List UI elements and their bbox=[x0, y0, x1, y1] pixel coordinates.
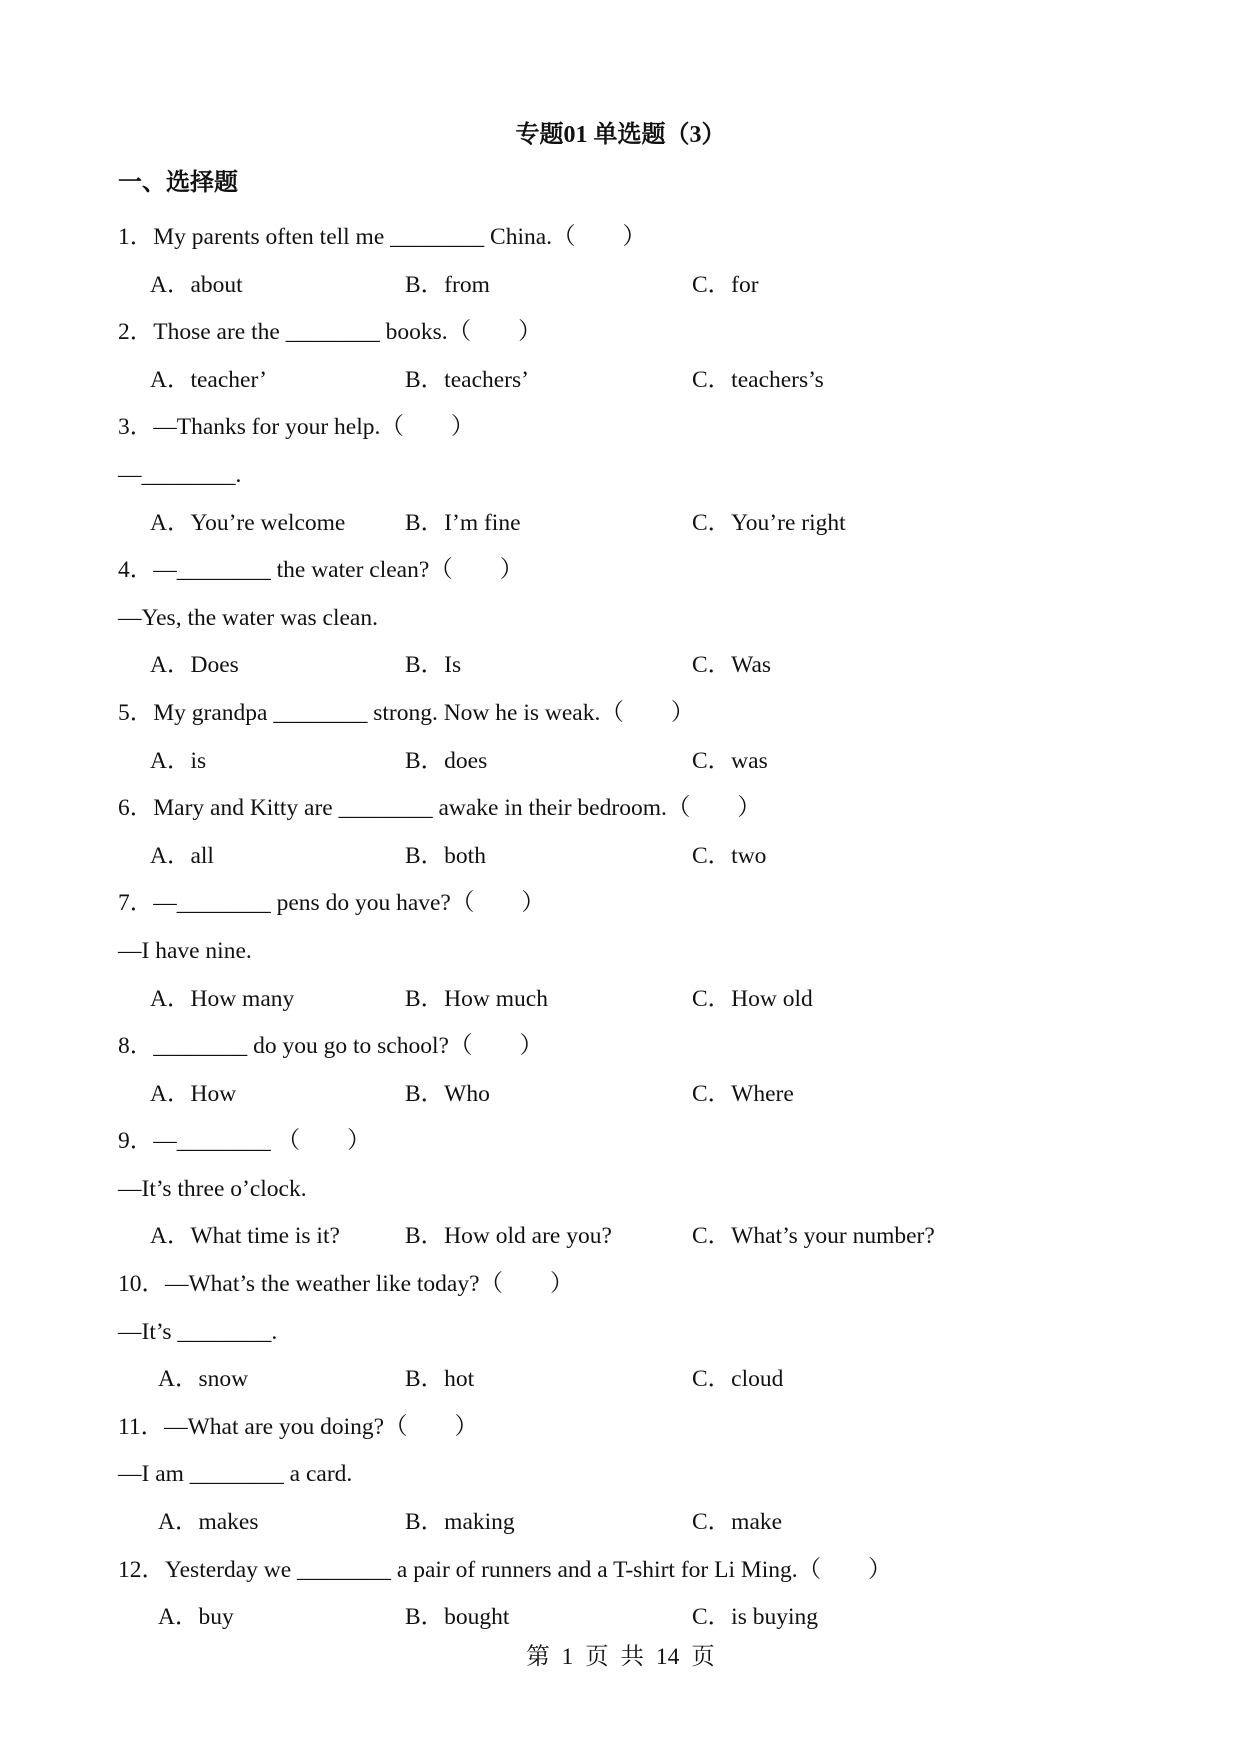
option-a: A．How many bbox=[150, 985, 295, 1012]
question-item bbox=[118, 1023, 1158, 1118]
option-a: A．Does bbox=[150, 652, 239, 679]
option-c: C．teachers’s bbox=[692, 366, 824, 393]
question-reply: —I have nine. bbox=[118, 937, 252, 964]
option-b: B．I’m fine bbox=[405, 509, 521, 536]
option-c: C．make bbox=[692, 1509, 783, 1536]
question-stem: 1．My parents often tell me ________ China.（ ） bbox=[118, 224, 647, 250]
option-a: A．buy bbox=[158, 1604, 234, 1631]
option-c: C．How old bbox=[692, 985, 813, 1012]
question-reply: —________. bbox=[118, 461, 242, 488]
question-reply: —It’s ________. bbox=[118, 1318, 278, 1345]
question-item bbox=[118, 1404, 1158, 1547]
question-item bbox=[118, 690, 1158, 785]
question-stem: 3．—Thanks for your help.（ ） bbox=[118, 414, 475, 441]
option-c: C．What’s your number? bbox=[692, 1223, 935, 1250]
option-b: B．both bbox=[405, 842, 486, 869]
option-b: B．teachers’ bbox=[405, 366, 529, 393]
question-stem: 8．________ do you go to school?（ ） bbox=[118, 1033, 543, 1060]
option-a: A．What time is it? bbox=[150, 1223, 340, 1250]
option-b: B．How much bbox=[405, 985, 548, 1012]
answer-options bbox=[118, 500, 1158, 548]
question-item bbox=[118, 1547, 1158, 1642]
question-stem: 11．—What are you doing?（ ） bbox=[118, 1413, 479, 1440]
option-c: C．Where bbox=[692, 1080, 794, 1107]
option-a: A．You’re welcome bbox=[150, 509, 346, 536]
option-b: B．from bbox=[405, 271, 490, 298]
question-reply: —Yes, the water was clean. bbox=[118, 604, 378, 631]
question-item bbox=[118, 880, 1158, 1023]
question-stem: 10．—What’s the weather like today?（ ） bbox=[118, 1271, 574, 1298]
question-stem: 12．Yesterday we ________ a pair of runners and a T-shirt for Li Ming.（ ） bbox=[118, 1556, 892, 1583]
option-b: B．bought bbox=[405, 1604, 510, 1631]
question-stem: 2．Those are the ________ books.（ ） bbox=[118, 319, 542, 346]
question-stem: 5．My grandpa ________ strong. Now he is weak.（ ） bbox=[118, 699, 695, 726]
option-c: C．cloud bbox=[692, 1366, 784, 1393]
question-stem: 7．—________ pens do you have?（ ） bbox=[118, 890, 545, 917]
option-c: C．is buying bbox=[692, 1604, 819, 1631]
option-a: A．teacher’ bbox=[150, 366, 267, 393]
answer-options bbox=[118, 357, 1158, 405]
option-a: A．about bbox=[150, 271, 243, 298]
option-a: A．makes bbox=[158, 1509, 259, 1536]
question-item bbox=[118, 214, 1158, 309]
question-item bbox=[118, 547, 1158, 690]
answer-options bbox=[118, 1499, 1158, 1547]
answer-options bbox=[118, 738, 1158, 786]
answer-options bbox=[118, 1071, 1158, 1119]
answer-options bbox=[118, 262, 1158, 310]
option-c: C．for bbox=[692, 271, 759, 298]
option-b: B．How old are you? bbox=[405, 1223, 612, 1250]
question-item bbox=[118, 1261, 1158, 1404]
page-footer: 第 1 页 共 14 页 bbox=[526, 1644, 715, 1670]
option-c: C．was bbox=[692, 747, 768, 774]
answer-options bbox=[118, 642, 1158, 690]
option-b: B．does bbox=[405, 747, 488, 774]
answer-options bbox=[118, 976, 1158, 1024]
question-reply: —It’s three o’clock. bbox=[118, 1175, 307, 1202]
answer-options bbox=[118, 1213, 1158, 1261]
option-a: A．all bbox=[150, 842, 214, 869]
section-heading: 一、选择题 bbox=[118, 170, 238, 196]
question-stem: 6．Mary and Kitty are ________ awake in their bedroom.（ ） bbox=[118, 795, 761, 822]
question-item bbox=[118, 1118, 1158, 1261]
question-stem: 9．—________ （ ） bbox=[118, 1128, 371, 1155]
question-item bbox=[118, 785, 1158, 880]
answer-options bbox=[118, 833, 1158, 881]
option-c: C．You’re right bbox=[692, 509, 846, 536]
option-a: A．How bbox=[150, 1080, 237, 1107]
question-stem: 4．—________ the water clean?（ ） bbox=[118, 557, 524, 584]
option-b: B．Is bbox=[405, 652, 462, 679]
option-b: B．hot bbox=[405, 1366, 475, 1393]
answer-options bbox=[118, 1594, 1158, 1642]
option-b: B．Who bbox=[405, 1080, 490, 1107]
option-a: A．snow bbox=[158, 1366, 249, 1393]
question-list bbox=[118, 214, 1158, 1642]
option-a: A．is bbox=[150, 747, 207, 774]
question-item bbox=[118, 309, 1158, 404]
option-c: C．Was bbox=[692, 652, 772, 679]
question-item bbox=[118, 404, 1158, 547]
question-reply: —I am ________ a card. bbox=[118, 1461, 353, 1488]
option-c: C．two bbox=[692, 842, 767, 869]
page-title: 专题01 单选题（3） bbox=[515, 122, 726, 148]
option-b: B．making bbox=[405, 1509, 515, 1536]
answer-options bbox=[118, 1356, 1158, 1404]
